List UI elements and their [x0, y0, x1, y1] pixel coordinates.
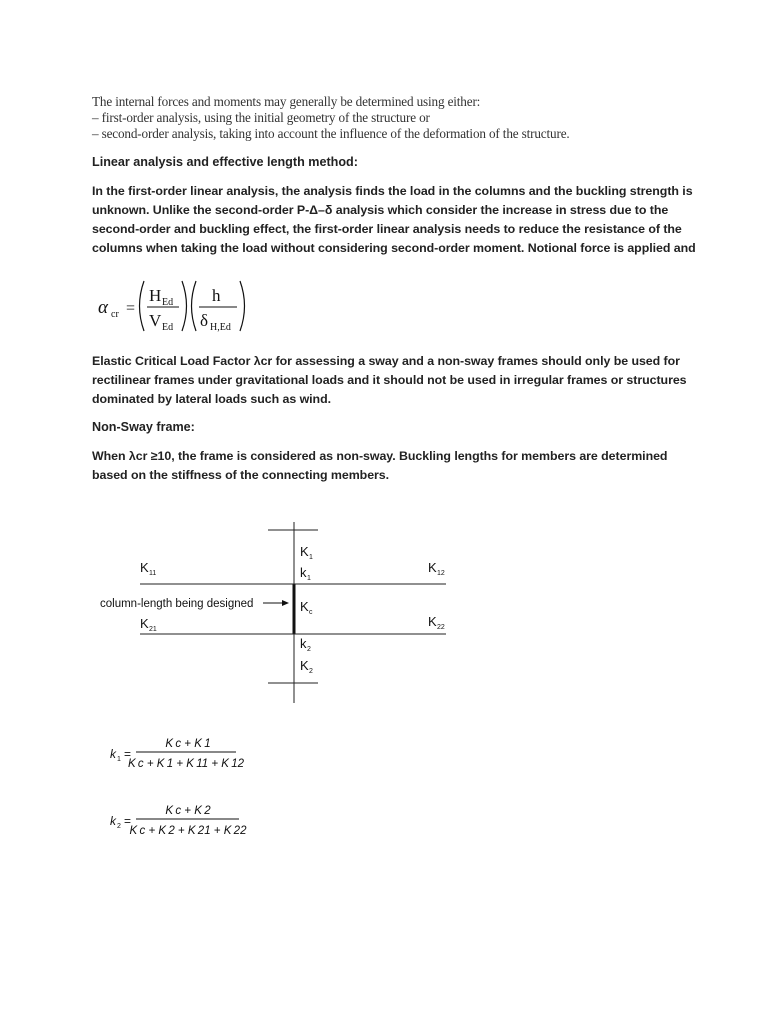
subscript-H-Ed: H,Ed: [210, 322, 231, 333]
k1-formula: [106, 734, 256, 778]
left-paren-1: [140, 281, 145, 331]
k2-lhs: k: [110, 814, 116, 828]
k2-denominator: K c + K 2 + K 21 + K 22: [129, 825, 247, 837]
label-K21: K: [140, 616, 149, 631]
label-Kc: K: [300, 599, 309, 614]
paragraph-line: In the first-order linear analysis, the analysis finds the load in the columns and the buckling strength is: [92, 184, 693, 198]
paragraph-line: based on the stiffness of the connecting members.: [92, 468, 390, 482]
paragraph-line: dominated by lateral loads such as wind.: [92, 392, 331, 406]
label-subscript: 22: [437, 624, 445, 631]
label-K1-upper: K: [300, 544, 309, 559]
subscript-Ed: Ed: [162, 297, 174, 308]
label-subscript: 1: [307, 575, 311, 582]
right-paren-1: [182, 281, 187, 331]
label-k2-upper: k: [300, 636, 307, 651]
intro-line-1: The internal forces and moments may generally be determined using either:: [92, 94, 481, 109]
k1-denominator: K c + K 1 + K 11 + K 12: [127, 758, 245, 770]
label-k1-lower: k: [300, 565, 307, 580]
label-subscript: 2: [309, 668, 313, 675]
label-subscript: 12: [437, 570, 445, 577]
fraction-den-delta: δ: [200, 311, 209, 330]
equals-sign: =: [124, 814, 132, 828]
paragraph-line: columns when taking the load without considering second-order moment. Notional force is applied and: [92, 241, 696, 255]
label-subscript: 1: [309, 554, 313, 561]
paragraph-line: unknown. Unlike the second-order P-Δ–δ analysis which consider the increase in stress due to the: [92, 203, 669, 217]
column-designed-label: column-length being designed: [100, 598, 254, 610]
k1-numerator: K c + K 1: [165, 738, 211, 750]
section-heading-non-sway: Non-Sway frame:: [92, 420, 195, 434]
frame-stiffness-diagram: [90, 520, 460, 710]
k2-formula: [106, 801, 256, 845]
label-K2-lower: K: [300, 658, 309, 673]
k1-lhs-subscript: 1: [117, 756, 121, 763]
alpha-symbol: α: [98, 297, 108, 318]
arrow-head-icon: [282, 600, 289, 606]
fraction-num-H: H: [149, 286, 162, 305]
fraction-num-h: h: [212, 286, 221, 305]
fraction-den-V: V: [149, 311, 162, 330]
paragraph-line: Elastic Critical Load Factor λcr for assessing a sway and a non-sway frames should only be used for: [92, 354, 680, 368]
subscript-Ed: Ed: [162, 322, 174, 333]
label-subscript: 21: [149, 626, 157, 633]
alpha-subscript: cr: [111, 309, 119, 320]
intro-line-3: – second-order analysis, taking into account the influence of the deformation of the structure.: [92, 126, 570, 141]
paragraph-line: When λcr ≥10, the frame is considered as non-sway. Buckling lengths for members are determined: [92, 449, 668, 463]
paragraph-line: rectilinear frames under gravitational loads and it should not be used in irregular frames or structures: [92, 373, 687, 387]
section-heading-linear-analysis: Linear analysis and effective length method:: [92, 155, 358, 169]
left-paren-2: [192, 281, 197, 331]
k1-lhs: k: [110, 747, 116, 761]
label-subscript: 2: [307, 646, 311, 653]
label-subscript: c: [309, 609, 313, 616]
equals-sign: =: [124, 747, 132, 761]
k2-lhs-subscript: 2: [117, 823, 121, 830]
alpha-cr-formula: [94, 276, 264, 336]
label-K22: K: [428, 614, 437, 629]
label-subscript: 11: [149, 570, 157, 577]
paragraph-line: second-order and buckling effect, the first-order linear analysis needs to reduce the resistance of the: [92, 222, 682, 236]
k2-numerator: K c + K 2: [165, 805, 211, 817]
label-K11: K: [140, 560, 149, 575]
intro-line-2: – first-order analysis, using the initial geometry of the structure or: [92, 110, 430, 125]
label-K12: K: [428, 560, 437, 575]
equals-sign: =: [126, 300, 136, 317]
right-paren-2: [240, 281, 245, 331]
